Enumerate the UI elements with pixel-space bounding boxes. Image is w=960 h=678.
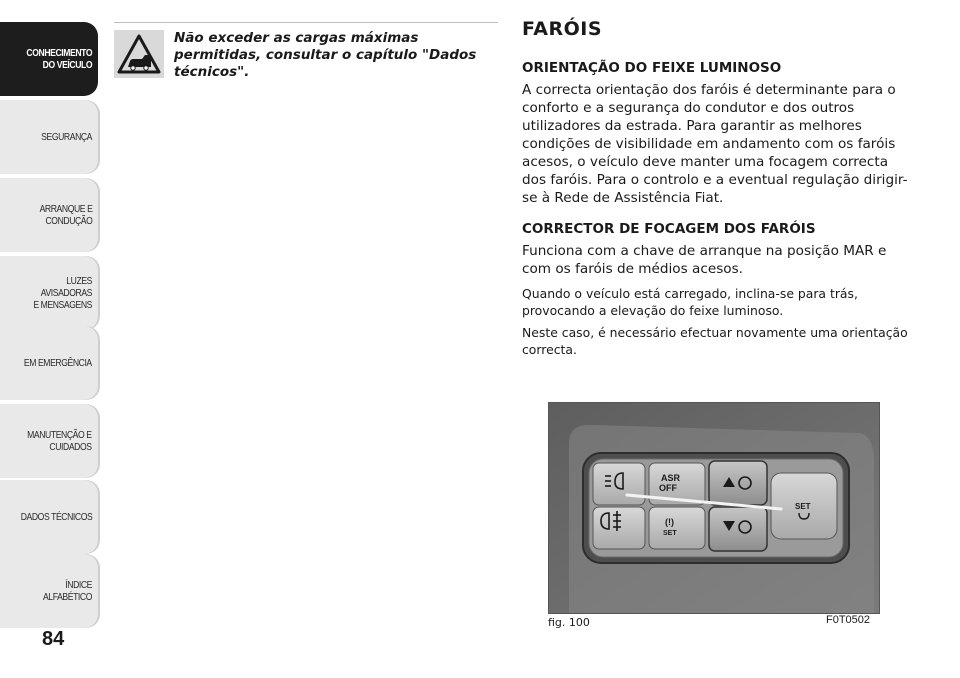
warning-text: Não exceder as cargas máximas permitidas, consultar o capítulo "Dados técnicos". <box>174 30 477 80</box>
tab-manutencao-e-cuidados[interactable]: MANUTENÇÃO E CUIDADOS <box>0 404 98 478</box>
svg-text:(!): (!) <box>665 517 674 527</box>
subsection-title-beam-orientation: ORIENTAÇÃO DO FEIXE LUMINOSO <box>522 60 782 76</box>
tab-seguranca[interactable]: SEGURANÇA <box>0 100 98 174</box>
page-number: 84 <box>42 628 65 650</box>
figure-switch-panel <box>548 402 880 614</box>
figure-label: fig. 100 <box>548 616 590 629</box>
svg-text:SET: SET <box>663 530 677 537</box>
note-loaded-vehicle: Quando o veículo está carregado, inclina-se para trás, provocando a elevação do feixe luminoso. <box>522 286 858 318</box>
focus-corrector-body: Funciona com a chave de arranque na posição MAR e com os faróis de médios acesos. <box>522 243 887 277</box>
svg-text:OFF: OFF <box>659 483 677 493</box>
beam-orientation-body: A correcta orientação dos faróis é determinante para o conforto e a segurança do condutor e dos outros utilizadores da estrada. Para garantir as melhores condições de visibilidade em andamento com os faróis acesos, o veículo deve manter uma focagem correcta dos faróis. Para o controlo e a eventual regulação dirigir-se à Rede de Assistência Fiat. <box>522 82 908 206</box>
overloaded-car-warning-icon <box>114 30 164 78</box>
tab-em-emergencia[interactable]: EM EMERGÊNCIA <box>0 326 98 400</box>
figure-code: F0T0502 <box>826 614 871 626</box>
tab-dados-tecnicos[interactable]: DADOS TÉCNICOS <box>0 480 98 554</box>
headlights-section <box>522 18 914 358</box>
section-title: FARÓIS <box>522 18 603 40</box>
svg-text:ASR: ASR <box>661 473 681 483</box>
column-rule <box>114 22 498 23</box>
tab-arranque-e-conducao[interactable]: ARRANQUE E CONDUÇÃO <box>0 178 98 252</box>
svg-text:SET: SET <box>795 502 811 511</box>
tab-luzes-avisadoras[interactable]: LUZES AVISADORAS E MENSAGENS <box>0 256 98 330</box>
tab-conhecimento-do-veiculo[interactable]: CONHECIMENTO DO VEÍCULO <box>0 22 98 96</box>
subsection-title-focus-corrector: CORRECTOR DE FOCAGEM DOS FARÓIS <box>522 221 816 237</box>
note-reorientation: Neste caso, é necessário efectuar novamente uma orientação correcta. <box>522 325 908 357</box>
tab-indice-alfabetico[interactable]: ÍNDICE ALFABÉTICO <box>0 554 98 628</box>
